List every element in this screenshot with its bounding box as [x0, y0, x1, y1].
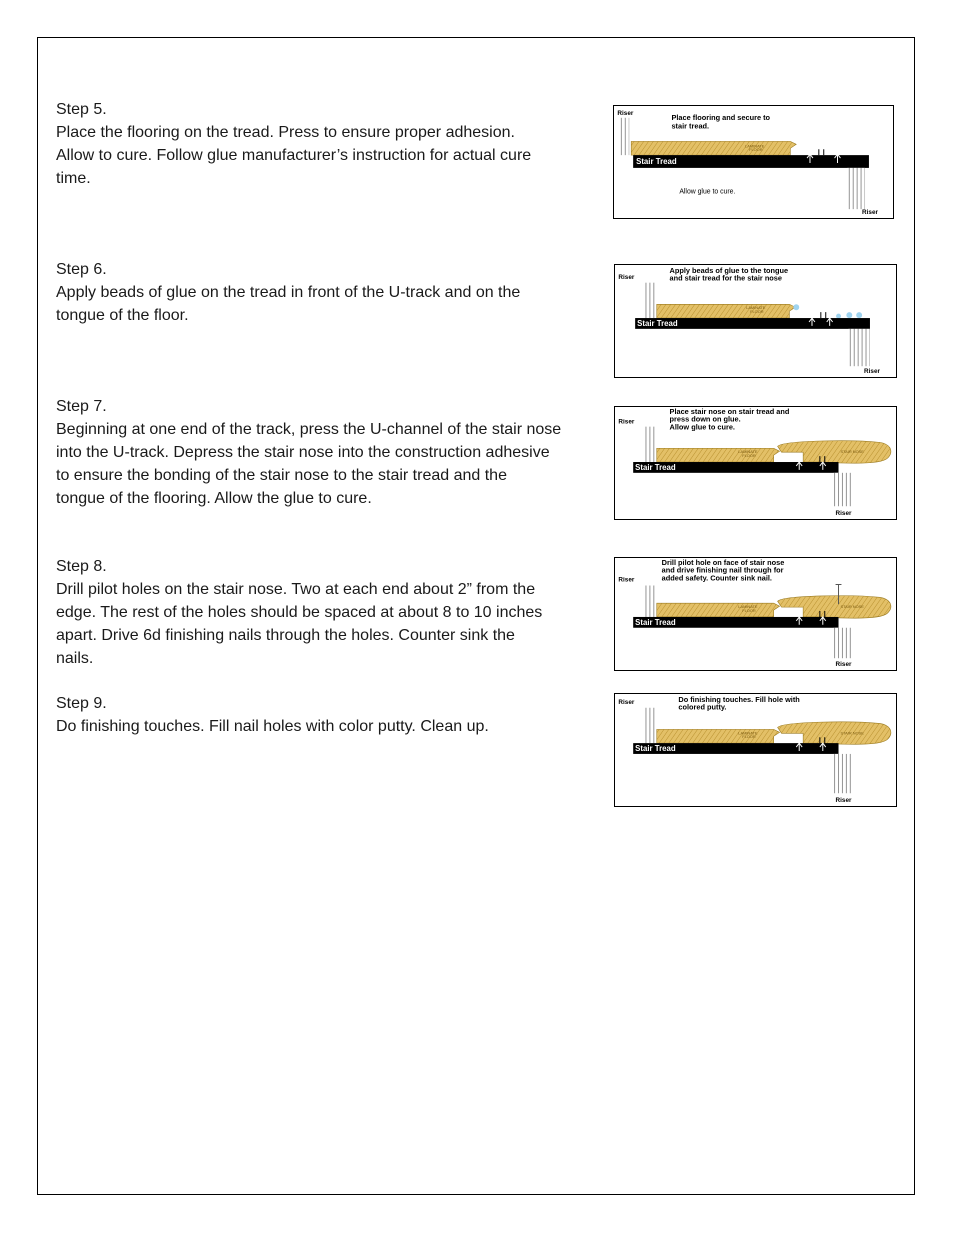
step-8-line-3: apart. Drive 6d finishing nails through the holes. Counter sink the: [56, 627, 515, 644]
step-6-tread-label: Stair Tread: [637, 318, 678, 328]
step-9-stair-nose: [778, 722, 891, 744]
step-7-line-2: into the U-track. Depress the stair nose into the construction adhesive: [56, 444, 550, 461]
step-9-diagram: [614, 693, 897, 807]
step-8-text: [56, 555, 601, 670]
step-8-floor-label-2: FLOOR: [742, 608, 756, 614]
step-8-riser-top-label: Riser: [618, 576, 635, 584]
step-6-laminate-floor: [657, 304, 796, 318]
step-8-title: Step 8.: [56, 558, 107, 575]
step-9-floor-label-2: FLOOR: [742, 734, 756, 740]
step-8-diagram: [614, 557, 897, 671]
step-5-caption-1: Place flooring and secure to: [671, 112, 771, 122]
step-7-caption-3: Allow glue to cure.: [669, 422, 735, 432]
step-5-u-track: [819, 149, 824, 155]
step-9-diagram-svg: [615, 694, 896, 806]
step-5-caption-2: stair tread.: [671, 121, 710, 131]
step-6-caption-2: and stair tread for the stair nose: [669, 273, 783, 283]
step-5-footer: Allow glue to cure.: [679, 188, 736, 196]
step-8-line-1: Drill pilot holes on the stair nose. Two at each end about 2” from the: [56, 581, 536, 598]
step-8-caption-3: added safety. Counter sink nail.: [661, 573, 772, 583]
step-7-lower-riser: [834, 473, 854, 506]
step-9-riser-top-label: Riser: [618, 698, 635, 706]
step-7-diagram: [614, 406, 897, 520]
step-8-line-4: nails.: [56, 650, 94, 667]
step-8-caption-2: and drive finishing nail through for: [661, 565, 784, 575]
step-7-line-3: to ensure the bonding of the stair nose to the stair tread and the: [56, 467, 507, 484]
step-7-laminate-floor: [657, 448, 780, 462]
step-8-floor-label-1: LAMINATE: [738, 604, 758, 610]
step-5-riser-top-label: Riser: [617, 109, 634, 117]
step-5-laminate-floor: [631, 141, 796, 155]
step-5-tread-label: Stair Tread: [636, 156, 677, 166]
step-5-floor-label-1: LAMINATE: [745, 143, 765, 149]
step-5-diagram-svg: [614, 106, 893, 218]
step-6-line-2: tongue of the floor.: [56, 307, 189, 324]
step-8-stair-nose: [778, 596, 891, 618]
step-5-riser-bottom-label: Riser: [862, 209, 879, 217]
step-6-riser-bottom-label: Riser: [864, 368, 881, 376]
step-6-glue-bead-1: [793, 304, 799, 310]
step-9-line-1: Do finishing touches. Fill nail holes with color putty. Clean up.: [56, 718, 489, 735]
step-6-riser-top-label: Riser: [618, 273, 635, 281]
step-9-floor-label-1: LAMINATE: [738, 730, 758, 736]
step-7-floor-label-2: FLOOR: [742, 453, 756, 459]
step-5-title: Step 5.: [56, 101, 107, 118]
step-6-glue-bead-2: [836, 314, 841, 319]
step-7-nose-label: STAIR NOSE: [840, 449, 864, 455]
step-6-line-1: Apply beads of glue on the tread in front of the U-track and on the: [56, 284, 521, 301]
step-6-upper-riser: [643, 283, 655, 318]
step-7-riser-bottom-label: Riser: [835, 510, 852, 518]
step-8-line-2: edge. The rest of the holes should be spaced at about 8 to 10 inches: [56, 604, 543, 621]
step-5-upper-riser: [619, 118, 629, 155]
step-9-nose-label: STAIR NOSE: [840, 730, 864, 736]
step-6-text: [56, 258, 601, 327]
step-7-diagram-svg: [615, 407, 896, 519]
step-9-caption-2: colored putty.: [678, 702, 727, 712]
step-8-lower-riser: [834, 628, 854, 658]
step-5-lower-riser: [847, 168, 865, 209]
step-6-title: Step 6.: [56, 261, 107, 278]
step-7-floor-label-1: LAMINATE: [738, 449, 758, 455]
step-5-line-3: time.: [56, 170, 91, 187]
step-6-glue-bead-4: [856, 312, 862, 318]
step-7-title: Step 7.: [56, 398, 107, 415]
step-7-tread-label: Stair Tread: [635, 462, 676, 472]
step-7-line-4: tongue of the flooring. Allow the glue to cure.: [56, 490, 372, 507]
step-9-title: Step 9.: [56, 695, 107, 712]
step-5-diagram: [613, 105, 894, 219]
step-9-laminate-floor: [657, 729, 780, 743]
step-6-caption-1: Apply beads of glue to the tongue: [669, 265, 789, 275]
step-6-floor-label-1: LAMINATE: [746, 305, 766, 311]
step-5-text: [56, 98, 601, 190]
step-6-diagram: [614, 264, 897, 378]
step-8-nose-label: STAIR NOSE: [840, 604, 864, 610]
step-7-upper-riser: [643, 427, 655, 462]
step-6-glue-bead-3: [846, 312, 852, 318]
step-6-lower-riser: [848, 329, 870, 366]
step-9-upper-riser: [643, 708, 655, 743]
step-7-caption-2: press down on glue.: [669, 414, 741, 424]
step-8-riser-bottom-label: Riser: [835, 661, 852, 669]
step-7-line-1: Beginning at one end of the track, press the U-channel of the stair nose: [56, 421, 562, 438]
step-9-lower-riser: [834, 754, 854, 793]
step-7-riser-top-label: Riser: [618, 418, 635, 426]
step-8-caption-1: Drill pilot hole on face of stair nose: [661, 558, 785, 567]
step-9-text: [56, 692, 601, 738]
step-5-floor-label-2: FLOOR: [749, 147, 763, 153]
step-5-line-1: Place the flooring on the tread. Press to ensure proper adhesion.: [56, 124, 515, 141]
step-6-floor-label-2: FLOOR: [750, 309, 764, 315]
step-8-laminate-floor: [657, 603, 780, 617]
step-7-stair-nose: [778, 441, 891, 463]
step-6-diagram-svg: [615, 265, 896, 377]
step-6-u-track: [821, 312, 826, 318]
step-8-diagram-svg: [615, 558, 896, 670]
step-9-caption-1: Do finishing touches. Fill hole with: [678, 694, 800, 704]
step-8-tread-label: Stair Tread: [635, 617, 676, 627]
step-5-line-2: Allow to cure. Follow glue manufacturer’s instruction for actual cure: [56, 147, 532, 164]
step-8-upper-riser: [643, 586, 655, 617]
step-9-riser-bottom-label: Riser: [835, 797, 852, 805]
step-7-text: [56, 395, 601, 510]
step-9-tread-label: Stair Tread: [635, 743, 676, 753]
step-7-caption-1: Place stair nose on stair tread and: [669, 407, 790, 416]
